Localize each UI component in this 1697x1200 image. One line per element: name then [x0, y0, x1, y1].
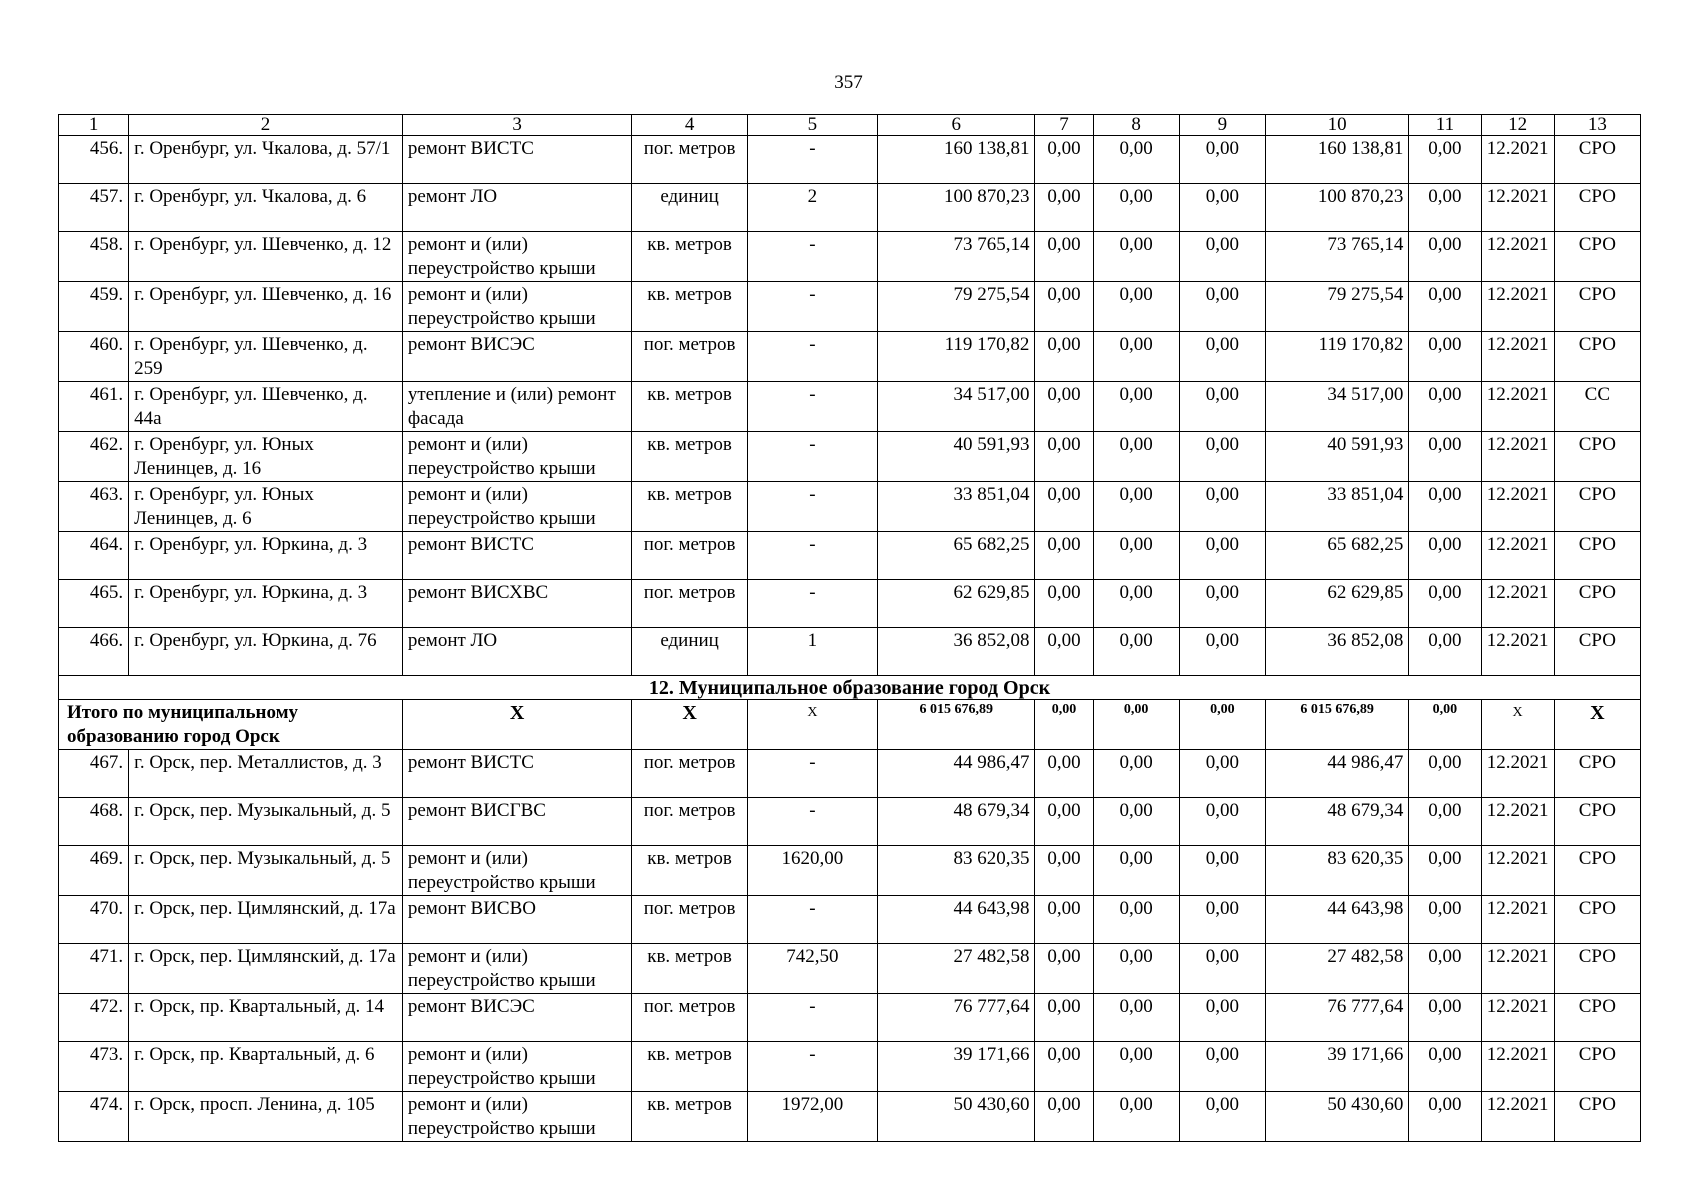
fund-cell: 0,00 — [1035, 628, 1093, 676]
section-title: 12. Муниципальное образование город Орск — [59, 676, 1641, 700]
total-cost-cell: 27 482,58 — [878, 944, 1035, 994]
unit-cell: единиц — [632, 628, 747, 676]
table-row — [59, 332, 1641, 382]
column-number-header: 10 — [1265, 115, 1408, 136]
other-funds-cell: 0,00 — [1409, 580, 1481, 628]
total-cost-cell: 83 620,35 — [878, 846, 1035, 896]
address-cell: г. Оренбург, ул. Чкалова, д. 6 — [129, 184, 403, 232]
method-cell: СРО — [1554, 282, 1640, 332]
total-cost-cell: 33 851,04 — [878, 482, 1035, 532]
table-row — [59, 1092, 1641, 1142]
owner-funds-cell: 27 482,58 — [1265, 944, 1408, 994]
total-cost-cell: 160 138,81 — [878, 136, 1035, 184]
other-funds-cell: 0,00 — [1409, 1092, 1481, 1142]
total-x-cell: Х — [632, 700, 747, 750]
quantity-cell: - — [747, 382, 877, 432]
other-funds-cell: 0,00 — [1409, 282, 1481, 332]
column-number-header: 6 — [878, 115, 1035, 136]
total-cost-cell: 76 777,64 — [878, 994, 1035, 1042]
work-type-cell: ремонт ЛО — [402, 184, 632, 232]
quantity-cell: - — [747, 1042, 877, 1092]
column-number-header: 9 — [1179, 115, 1265, 136]
completion-date-cell: 12.2021 — [1481, 432, 1554, 482]
table-row — [59, 282, 1641, 332]
table-row — [59, 136, 1641, 184]
method-cell: СРО — [1554, 750, 1640, 798]
table-row — [59, 994, 1641, 1042]
address-cell: г. Орск, пер. Цимлянский, д. 17а — [129, 896, 403, 944]
address-cell: г. Оренбург, ул. Юркина, д. 3 — [129, 532, 403, 580]
fund-cell: 0,00 — [1035, 282, 1093, 332]
row-number: 473. — [59, 1042, 129, 1092]
fund-cell: 0,00 — [1035, 136, 1093, 184]
row-number: 460. — [59, 332, 129, 382]
column-number-header: 3 — [402, 115, 632, 136]
local-budget-cell: 0,00 — [1179, 184, 1265, 232]
total-cost-cell: 36 852,08 — [878, 628, 1035, 676]
owner-funds-cell: 34 517,00 — [1265, 382, 1408, 432]
row-number: 457. — [59, 184, 129, 232]
work-type-cell: ремонт и (или) переустройство крыши — [402, 282, 632, 332]
local-budget-cell: 0,00 — [1179, 532, 1265, 580]
completion-date-cell: 12.2021 — [1481, 332, 1554, 382]
address-cell: г. Оренбург, ул. Шевченко, д. 259 — [129, 332, 403, 382]
quantity-cell: - — [747, 994, 877, 1042]
work-type-cell: ремонт и (или) переустройство крыши — [402, 846, 632, 896]
method-cell: СРО — [1554, 482, 1640, 532]
total-row — [59, 700, 1641, 750]
table-row — [59, 896, 1641, 944]
completion-date-cell: 12.2021 — [1481, 1042, 1554, 1092]
local-budget-cell: 0,00 — [1179, 580, 1265, 628]
quantity-cell: - — [747, 580, 877, 628]
unit-cell: кв. метров — [632, 1092, 747, 1142]
fund-cell: 0,00 — [1035, 332, 1093, 382]
work-type-cell: ремонт ВИСЭС — [402, 994, 632, 1042]
column-number-header: 7 — [1035, 115, 1093, 136]
table-row — [59, 628, 1641, 676]
method-cell: СРО — [1554, 944, 1640, 994]
fund-cell: 0,00 — [1035, 232, 1093, 282]
table-row — [59, 846, 1641, 896]
unit-cell: пог. метров — [632, 580, 747, 628]
federal-budget-cell: 0,00 — [1093, 944, 1179, 994]
other-funds-cell: 0,00 — [1409, 994, 1481, 1042]
address-cell: г. Орск, пер. Цимлянский, д. 17а — [129, 944, 403, 994]
federal-budget-cell: 0,00 — [1093, 332, 1179, 382]
total-fund-cell: 0,00 — [1035, 700, 1093, 750]
other-funds-cell: 0,00 — [1409, 432, 1481, 482]
unit-cell: кв. метров — [632, 382, 747, 432]
address-cell: г. Орск, пер. Музыкальный, д. 5 — [129, 798, 403, 846]
local-budget-cell: 0,00 — [1179, 136, 1265, 184]
row-number: 459. — [59, 282, 129, 332]
column-number-header: 12 — [1481, 115, 1554, 136]
address-cell: г. Оренбург, ул. Юных Ленинцев, д. 16 — [129, 432, 403, 482]
local-budget-cell: 0,00 — [1179, 1092, 1265, 1142]
fund-cell: 0,00 — [1035, 1092, 1093, 1142]
work-type-cell: ремонт и (или) переустройство крыши — [402, 944, 632, 994]
quantity-cell: - — [747, 432, 877, 482]
work-type-cell: ремонт и (или) переустройство крыши — [402, 482, 632, 532]
completion-date-cell: 12.2021 — [1481, 382, 1554, 432]
other-funds-cell: 0,00 — [1409, 232, 1481, 282]
method-cell: СРО — [1554, 432, 1640, 482]
owner-funds-cell: 39 171,66 — [1265, 1042, 1408, 1092]
local-budget-cell: 0,00 — [1179, 432, 1265, 482]
total-cost-cell: 79 275,54 — [878, 282, 1035, 332]
quantity-cell: - — [747, 282, 877, 332]
row-number: 474. — [59, 1092, 129, 1142]
federal-budget-cell: 0,00 — [1093, 628, 1179, 676]
quantity-cell: - — [747, 532, 877, 580]
work-type-cell: ремонт ВИСТС — [402, 750, 632, 798]
other-funds-cell: 0,00 — [1409, 1042, 1481, 1092]
total-cost-cell: 6 015 676,89 — [878, 700, 1035, 750]
row-number: 471. — [59, 944, 129, 994]
total-cost-cell: 39 171,66 — [878, 1042, 1035, 1092]
method-cell: СРО — [1554, 136, 1640, 184]
unit-cell: пог. метров — [632, 798, 747, 846]
address-cell: г. Оренбург, ул. Шевченко, д. 12 — [129, 232, 403, 282]
total-federal-cell: 0,00 — [1093, 700, 1179, 750]
table-row — [59, 184, 1641, 232]
table-row — [59, 798, 1641, 846]
owner-funds-cell: 73 765,14 — [1265, 232, 1408, 282]
table-row — [59, 580, 1641, 628]
completion-date-cell: 12.2021 — [1481, 750, 1554, 798]
total-cost-cell: 34 517,00 — [878, 382, 1035, 432]
row-number: 466. — [59, 628, 129, 676]
owner-funds-cell: 100 870,23 — [1265, 184, 1408, 232]
unit-cell: кв. метров — [632, 846, 747, 896]
column-number-header: 11 — [1409, 115, 1481, 136]
quantity-cell: - — [747, 232, 877, 282]
address-cell: г. Оренбург, ул. Чкалова, д. 57/1 — [129, 136, 403, 184]
row-number: 456. — [59, 136, 129, 184]
column-number-header: 4 — [632, 115, 747, 136]
completion-date-cell: 12.2021 — [1481, 282, 1554, 332]
method-cell: СРО — [1554, 628, 1640, 676]
quantity-cell: - — [747, 750, 877, 798]
federal-budget-cell: 0,00 — [1093, 1092, 1179, 1142]
repair-registry-table — [58, 114, 1641, 1142]
owner-funds-cell: 44 643,98 — [1265, 896, 1408, 944]
completion-date-cell: 12.2021 — [1481, 994, 1554, 1042]
completion-date-cell: 12.2021 — [1481, 482, 1554, 532]
federal-budget-cell: 0,00 — [1093, 432, 1179, 482]
quantity-cell: - — [747, 482, 877, 532]
table-row — [59, 532, 1641, 580]
owner-funds-cell: 62 629,85 — [1265, 580, 1408, 628]
total-cost-cell: 48 679,34 — [878, 798, 1035, 846]
total-x-cell: Х — [402, 700, 632, 750]
owner-funds-cell: 65 682,25 — [1265, 532, 1408, 580]
fund-cell: 0,00 — [1035, 846, 1093, 896]
local-budget-cell: 0,00 — [1179, 382, 1265, 432]
owner-funds-cell: 36 852,08 — [1265, 628, 1408, 676]
quantity-cell: 1 — [747, 628, 877, 676]
column-number-header: 2 — [129, 115, 403, 136]
unit-cell: пог. метров — [632, 532, 747, 580]
work-type-cell: ремонт ВИСВО — [402, 896, 632, 944]
local-budget-cell: 0,00 — [1179, 994, 1265, 1042]
section-heading-row — [59, 676, 1641, 700]
fund-cell: 0,00 — [1035, 382, 1093, 432]
other-funds-cell: 0,00 — [1409, 628, 1481, 676]
total-local-cell: 0,00 — [1179, 700, 1265, 750]
fund-cell: 0,00 — [1035, 896, 1093, 944]
total-cost-cell: 62 629,85 — [878, 580, 1035, 628]
local-budget-cell: 0,00 — [1179, 282, 1265, 332]
local-budget-cell: 0,00 — [1179, 628, 1265, 676]
column-number-row — [59, 115, 1641, 136]
local-budget-cell: 0,00 — [1179, 482, 1265, 532]
owner-funds-cell: 40 591,93 — [1265, 432, 1408, 482]
completion-date-cell: 12.2021 — [1481, 580, 1554, 628]
federal-budget-cell: 0,00 — [1093, 136, 1179, 184]
local-budget-cell: 0,00 — [1179, 896, 1265, 944]
other-funds-cell: 0,00 — [1409, 136, 1481, 184]
unit-cell: кв. метров — [632, 1042, 747, 1092]
row-number: 470. — [59, 896, 129, 944]
quantity-cell: 2 — [747, 184, 877, 232]
fund-cell: 0,00 — [1035, 944, 1093, 994]
owner-funds-cell: 119 170,82 — [1265, 332, 1408, 382]
federal-budget-cell: 0,00 — [1093, 750, 1179, 798]
federal-budget-cell: 0,00 — [1093, 798, 1179, 846]
completion-date-cell: 12.2021 — [1481, 232, 1554, 282]
local-budget-cell: 0,00 — [1179, 944, 1265, 994]
completion-date-cell: 12.2021 — [1481, 944, 1554, 994]
total-cost-cell: 65 682,25 — [878, 532, 1035, 580]
unit-cell: пог. метров — [632, 896, 747, 944]
unit-cell: пог. метров — [632, 332, 747, 382]
fund-cell: 0,00 — [1035, 482, 1093, 532]
row-number: 469. — [59, 846, 129, 896]
federal-budget-cell: 0,00 — [1093, 232, 1179, 282]
local-budget-cell: 0,00 — [1179, 332, 1265, 382]
federal-budget-cell: 0,00 — [1093, 1042, 1179, 1092]
quantity-cell: - — [747, 798, 877, 846]
work-type-cell: ремонт и (или) переустройство крыши — [402, 1042, 632, 1092]
fund-cell: 0,00 — [1035, 994, 1093, 1042]
row-number: 461. — [59, 382, 129, 432]
address-cell: г. Оренбург, ул. Шевченко, д. 16 — [129, 282, 403, 332]
method-cell: СРО — [1554, 232, 1640, 282]
owner-funds-cell: 83 620,35 — [1265, 846, 1408, 896]
row-number: 472. — [59, 994, 129, 1042]
federal-budget-cell: 0,00 — [1093, 580, 1179, 628]
address-cell: г. Орск, пр. Квартальный, д. 6 — [129, 1042, 403, 1092]
local-budget-cell: 0,00 — [1179, 798, 1265, 846]
work-type-cell: ремонт и (или) переустройство крыши — [402, 1092, 632, 1142]
owner-funds-cell: 44 986,47 — [1265, 750, 1408, 798]
fund-cell: 0,00 — [1035, 580, 1093, 628]
row-number: 462. — [59, 432, 129, 482]
row-number: 464. — [59, 532, 129, 580]
fund-cell: 0,00 — [1035, 432, 1093, 482]
work-type-cell: утепление и (или) ремонт фасада — [402, 382, 632, 432]
address-cell: г. Орск, пер. Металлистов, д. 3 — [129, 750, 403, 798]
table-row — [59, 1042, 1641, 1092]
table-row — [59, 750, 1641, 798]
other-funds-cell: 0,00 — [1409, 382, 1481, 432]
address-cell: г. Оренбург, ул. Юркина, д. 3 — [129, 580, 403, 628]
quantity-cell: 1620,00 — [747, 846, 877, 896]
completion-date-cell: 12.2021 — [1481, 846, 1554, 896]
total-cost-cell: 119 170,82 — [878, 332, 1035, 382]
row-number: 468. — [59, 798, 129, 846]
federal-budget-cell: 0,00 — [1093, 184, 1179, 232]
method-cell: СС — [1554, 382, 1640, 432]
work-type-cell: ремонт ВИСХВС — [402, 580, 632, 628]
completion-date-cell: 12.2021 — [1481, 628, 1554, 676]
owner-funds-cell: 79 275,54 — [1265, 282, 1408, 332]
federal-budget-cell: 0,00 — [1093, 482, 1179, 532]
total-x-cell: Х — [1481, 700, 1554, 750]
unit-cell: кв. метров — [632, 432, 747, 482]
method-cell: СРО — [1554, 332, 1640, 382]
address-cell: г. Орск, пр. Квартальный, д. 14 — [129, 994, 403, 1042]
unit-cell: пог. метров — [632, 136, 747, 184]
quantity-cell: 1972,00 — [747, 1092, 877, 1142]
federal-budget-cell: 0,00 — [1093, 994, 1179, 1042]
quantity-cell: - — [747, 896, 877, 944]
owner-funds-cell: 76 777,64 — [1265, 994, 1408, 1042]
unit-cell: кв. метров — [632, 944, 747, 994]
other-funds-cell: 0,00 — [1409, 944, 1481, 994]
unit-cell: кв. метров — [632, 282, 747, 332]
local-budget-cell: 0,00 — [1179, 750, 1265, 798]
fund-cell: 0,00 — [1035, 184, 1093, 232]
other-funds-cell: 0,00 — [1409, 896, 1481, 944]
federal-budget-cell: 0,00 — [1093, 846, 1179, 896]
work-type-cell: ремонт ВИСТС — [402, 136, 632, 184]
page-number: 357 — [834, 72, 863, 93]
other-funds-cell: 0,00 — [1409, 750, 1481, 798]
work-type-cell: ремонт ВИСГВС — [402, 798, 632, 846]
unit-cell: кв. метров — [632, 482, 747, 532]
other-funds-cell: 0,00 — [1409, 482, 1481, 532]
total-cost-cell: 50 430,60 — [878, 1092, 1035, 1142]
fund-cell: 0,00 — [1035, 1042, 1093, 1092]
other-funds-cell: 0,00 — [1409, 184, 1481, 232]
federal-budget-cell: 0,00 — [1093, 382, 1179, 432]
column-number-header: 1 — [59, 115, 129, 136]
method-cell: СРО — [1554, 1042, 1640, 1092]
total-cost-cell: 40 591,93 — [878, 432, 1035, 482]
other-funds-cell: 0,00 — [1409, 798, 1481, 846]
address-cell: г. Оренбург, ул. Шевченко, д. 44а — [129, 382, 403, 432]
table-row — [59, 482, 1641, 532]
table-row — [59, 944, 1641, 994]
completion-date-cell: 12.2021 — [1481, 1092, 1554, 1142]
owner-funds-cell: 33 851,04 — [1265, 482, 1408, 532]
table-row — [59, 432, 1641, 482]
total-cost-cell: 73 765,14 — [878, 232, 1035, 282]
total-owner-cell: 6 015 676,89 — [1265, 700, 1408, 750]
other-funds-cell: 0,00 — [1409, 846, 1481, 896]
federal-budget-cell: 0,00 — [1093, 896, 1179, 944]
method-cell: СРО — [1554, 1092, 1640, 1142]
local-budget-cell: 0,00 — [1179, 846, 1265, 896]
column-number-header: 5 — [747, 115, 877, 136]
fund-cell: 0,00 — [1035, 532, 1093, 580]
work-type-cell: ремонт и (или) переустройство крыши — [402, 432, 632, 482]
owner-funds-cell: 160 138,81 — [1265, 136, 1408, 184]
completion-date-cell: 12.2021 — [1481, 532, 1554, 580]
quantity-cell: 742,50 — [747, 944, 877, 994]
address-cell: г. Оренбург, ул. Юркина, д. 76 — [129, 628, 403, 676]
row-number: 458. — [59, 232, 129, 282]
total-x-cell: Х — [747, 700, 877, 750]
column-number-header: 8 — [1093, 115, 1179, 136]
work-type-cell: ремонт ЛО — [402, 628, 632, 676]
total-x-cell: Х — [1554, 700, 1640, 750]
total-label: Итого по муниципальному образованию город Орск — [59, 700, 403, 750]
unit-cell: пог. метров — [632, 750, 747, 798]
method-cell: СРО — [1554, 798, 1640, 846]
federal-budget-cell: 0,00 — [1093, 282, 1179, 332]
row-number: 463. — [59, 482, 129, 532]
completion-date-cell: 12.2021 — [1481, 136, 1554, 184]
total-cost-cell: 100 870,23 — [878, 184, 1035, 232]
row-number: 465. — [59, 580, 129, 628]
address-cell: г. Орск, просп. Ленина, д. 105 — [129, 1092, 403, 1142]
other-funds-cell: 0,00 — [1409, 332, 1481, 382]
method-cell: СРО — [1554, 994, 1640, 1042]
unit-cell: единиц — [632, 184, 747, 232]
total-cost-cell: 44 643,98 — [878, 896, 1035, 944]
other-funds-cell: 0,00 — [1409, 532, 1481, 580]
method-cell: СРО — [1554, 184, 1640, 232]
completion-date-cell: 12.2021 — [1481, 184, 1554, 232]
total-other-cell: 0,00 — [1409, 700, 1481, 750]
table-row — [59, 232, 1641, 282]
address-cell: г. Орск, пер. Музыкальный, д. 5 — [129, 846, 403, 896]
quantity-cell: - — [747, 136, 877, 184]
fund-cell: 0,00 — [1035, 750, 1093, 798]
completion-date-cell: 12.2021 — [1481, 798, 1554, 846]
work-type-cell: ремонт и (или) переустройство крыши — [402, 232, 632, 282]
work-type-cell: ремонт ВИСТС — [402, 532, 632, 580]
method-cell: СРО — [1554, 532, 1640, 580]
unit-cell: кв. метров — [632, 232, 747, 282]
federal-budget-cell: 0,00 — [1093, 532, 1179, 580]
method-cell: СРО — [1554, 846, 1640, 896]
method-cell: СРО — [1554, 896, 1640, 944]
owner-funds-cell: 50 430,60 — [1265, 1092, 1408, 1142]
local-budget-cell: 0,00 — [1179, 1042, 1265, 1092]
table-row — [59, 382, 1641, 432]
owner-funds-cell: 48 679,34 — [1265, 798, 1408, 846]
method-cell: СРО — [1554, 580, 1640, 628]
unit-cell: пог. метров — [632, 994, 747, 1042]
total-cost-cell: 44 986,47 — [878, 750, 1035, 798]
address-cell: г. Оренбург, ул. Юных Ленинцев, д. 6 — [129, 482, 403, 532]
quantity-cell: - — [747, 332, 877, 382]
column-number-header: 13 — [1554, 115, 1640, 136]
row-number: 467. — [59, 750, 129, 798]
local-budget-cell: 0,00 — [1179, 232, 1265, 282]
completion-date-cell: 12.2021 — [1481, 896, 1554, 944]
work-type-cell: ремонт ВИСЭС — [402, 332, 632, 382]
fund-cell: 0,00 — [1035, 798, 1093, 846]
